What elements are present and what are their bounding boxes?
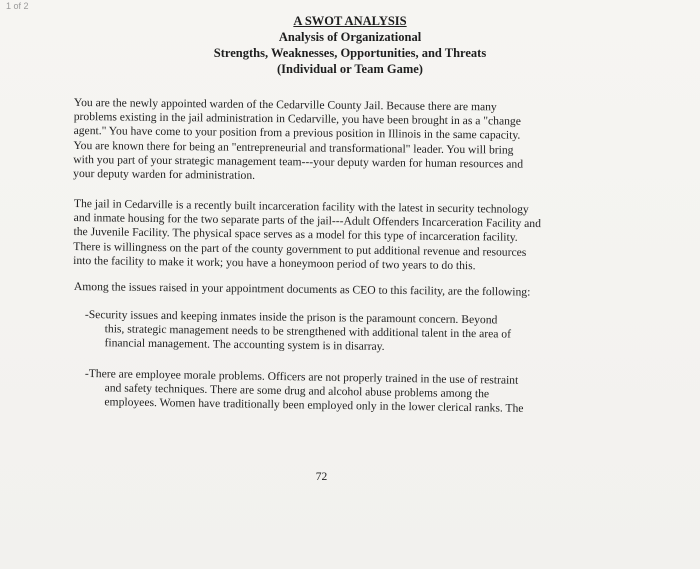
- paragraph-issues-intro: [74, 280, 601, 301]
- text-line: The jail in Cedarville is a recently built incarceration facility with the latest in security technology: [73, 197, 529, 216]
- paragraph-intro: [73, 96, 601, 187]
- text-line: this, strategic management needs to be strengthened with additional talent in the area of: [104, 322, 512, 341]
- text-line: into the facility to make it work; you have a honeymoon period of two years to do this.: [73, 253, 476, 273]
- subtitle-line-3: (Individual or Team Game): [277, 62, 423, 76]
- text-line: -There are employee morale problems. Officers are not properly trained in the use of restraint: [84, 367, 519, 387]
- page-number: 72: [315, 471, 328, 483]
- document-title: A SWOT ANALYSIS: [293, 14, 407, 28]
- issue-item-morale: [84, 367, 600, 418]
- text-line: financial management. The accounting system is in disarray.: [104, 336, 385, 354]
- paragraph-jail-description: [73, 197, 601, 275]
- text-line: There is willingness on the part of the county government to put additional revenue and resources: [73, 239, 527, 259]
- text-line: employees. Women have traditionally been employed only in the lower clerical ranks. The: [104, 395, 524, 416]
- document-header: [0, 13, 700, 77]
- text-line: -Security issues and keeping inmates inside the prison is the paramount concern. Beyond: [84, 308, 498, 327]
- text-line: problems existing in the jail administration in Cedarville, you have been brought in as a "change: [73, 110, 521, 128]
- text-line: Among the issues raised in your appointment documents as CEO to this facility, are the following:: [73, 280, 531, 299]
- subtitle-line-2: Strengths, Weaknesses, Opportunities, and Threats: [213, 46, 487, 60]
- text-line: agent." You have come to your position from a previous position in Illinois in the same capacity.: [73, 124, 521, 143]
- text-line: and safety techniques. There are some drug and alcohol abuse problems among the: [104, 381, 490, 401]
- text-line: and inmate housing for the two separate parts of the jail---Adult Offenders Incarceration Facility and: [73, 211, 542, 231]
- text-line: with you part of your strategic management team---your deputy warden for human resources and: [73, 152, 524, 171]
- page-indicator: 1 of 2: [6, 1, 29, 11]
- subtitle-line-1: Analysis of Organizational: [278, 30, 422, 44]
- text-line: You are the newly appointed warden of the Cedarville County Jail. Because there are many: [73, 96, 497, 114]
- text-line: the Juvenile Facility. The physical space serves as a model for this type of incarceration facility.: [73, 225, 518, 245]
- text-line: You are known there for being an "entrepreneurial and transformational" leader. You will bring: [73, 138, 514, 157]
- text-line: your deputy warden for administration.: [73, 167, 256, 182]
- issue-item-security: [84, 308, 600, 357]
